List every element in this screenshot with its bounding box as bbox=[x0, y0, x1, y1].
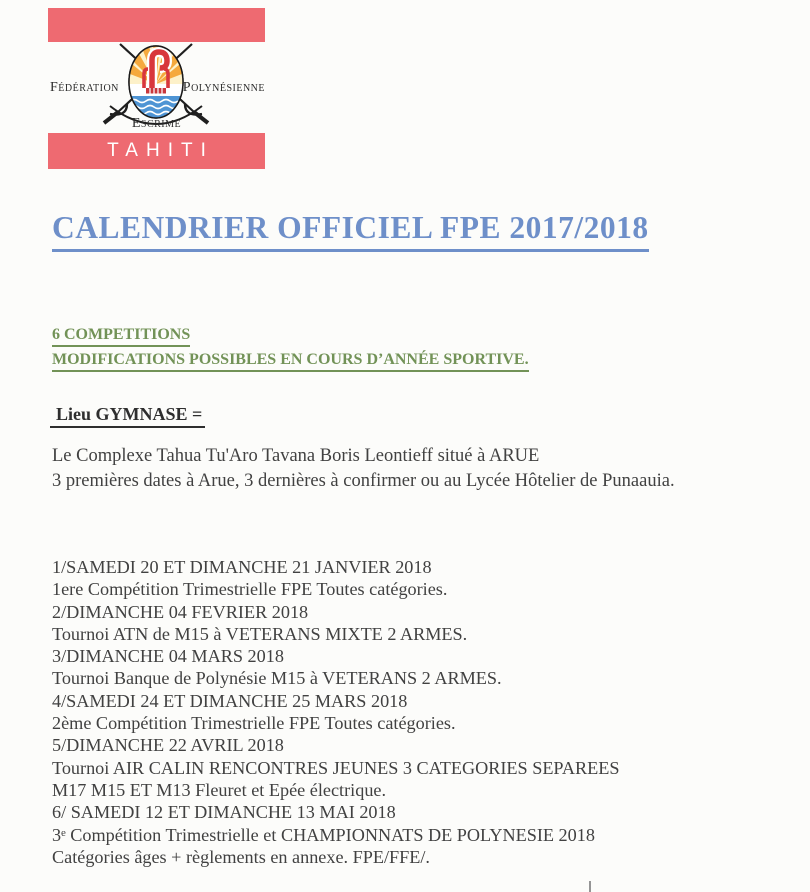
logo-bottom-stripe bbox=[48, 133, 265, 169]
schedule-line: 6/ SAMEDI 12 ET DIMANCHE 13 MAI 2018 bbox=[52, 802, 396, 823]
location-heading: Lieu GYMNASE = bbox=[50, 404, 205, 428]
schedule-line: 1/SAMEDI 20 ET DIMANCHE 21 JANVIER 2018 bbox=[52, 557, 432, 577]
page-title bbox=[52, 210, 649, 252]
schedule-line: 3ᵉ Compétition Trimestrielle et CHAMPIONNATS DE POLYNESIE 2018 bbox=[52, 824, 595, 845]
location-line-2: 3 premières dates à Arue, 3 dernières à confirmer ou au Lycée Hôtelier de Punaauia. bbox=[52, 470, 675, 491]
schedule-line: M17 M15 ET M13 Fleuret et Epée électrique. bbox=[52, 779, 387, 800]
location-paragraph bbox=[52, 444, 675, 493]
logo-tahiti-label: TAHITI bbox=[107, 140, 214, 161]
schedule-line: Tournoi Banque de Polynésie M15 à VETERANS 2 ARMES. bbox=[52, 668, 502, 689]
logo-word-polynesienne: Polynésienne bbox=[182, 80, 265, 95]
schedule-line: 3/DIMANCHE 04 MARS 2018 bbox=[52, 646, 284, 667]
schedule-line: Tournoi AIR CALIN RENCONTRES JEUNES 3 CATEGORIES SEPAREES bbox=[52, 757, 620, 778]
competitions-notice bbox=[52, 326, 529, 376]
location-line-1: Le Complexe Tahua Tu'Aro Tavana Boris Leontieff situé à ARUE bbox=[52, 446, 540, 466]
logo-word-escrime: Escrime bbox=[131, 116, 182, 131]
schedule-line: 2ème Compétition Trimestrielle FPE Toutes catégories. bbox=[52, 713, 456, 734]
schedule-line: Tournoi ATN de M15 à VETERANS MIXTE 2 ARMES. bbox=[52, 623, 468, 644]
schedule-line: Catégories âges + règlements en annexe. FPE/FFE/. bbox=[52, 846, 430, 867]
page-title-text: CALENDRIER OFFICIEL FPE 2017/2018 bbox=[52, 210, 649, 252]
competition-schedule-list bbox=[52, 556, 619, 868]
schedule-line: 2/DIMANCHE 04 FEVRIER 2018 bbox=[52, 601, 309, 622]
federation-logo bbox=[48, 8, 265, 169]
schedule-line: 1ere Compétition Trimestrielle FPE Toutes catégories. bbox=[52, 579, 448, 600]
schedule-line: 5/DIMANCHE 22 AVRIL 2018 bbox=[52, 735, 284, 756]
schedule-line: 4/SAMEDI 24 ET DIMANCHE 25 MARS 2018 bbox=[52, 690, 408, 711]
scan-artifact bbox=[589, 881, 591, 892]
logo-top-stripe bbox=[48, 8, 265, 42]
logo-emblem-area bbox=[48, 42, 265, 133]
notice-line-modifications: MODIFICATIONS POSSIBLES EN COURS D’ANNÉE SPORTIVE. bbox=[52, 351, 529, 372]
notice-line-competitions: 6 COMPETITIONS bbox=[52, 326, 529, 347]
logo-word-federation: Fédération bbox=[50, 80, 119, 95]
